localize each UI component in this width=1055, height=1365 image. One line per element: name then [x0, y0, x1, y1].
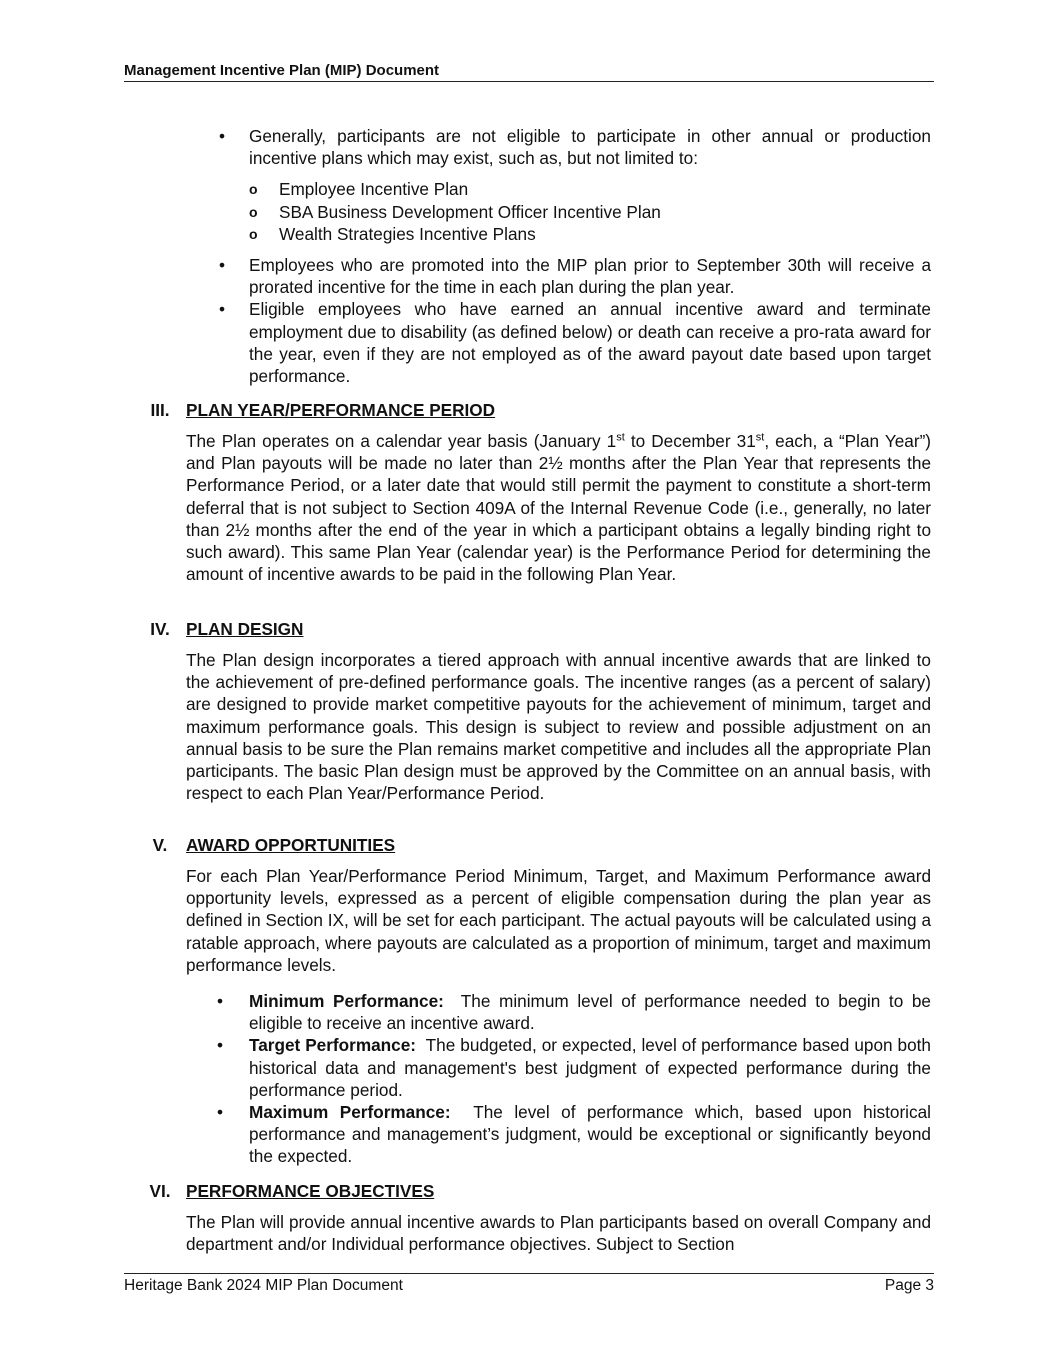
list-item — [217, 990, 931, 1034]
section-number: III. — [150, 400, 170, 420]
section-heading — [134, 618, 931, 640]
section-body — [186, 865, 931, 976]
sub-list-item — [217, 178, 931, 200]
sub-list — [217, 178, 931, 245]
bullet-icon: • — [219, 126, 226, 146]
bullet-icon: • — [217, 991, 224, 1012]
text-run: to December 31 — [624, 431, 756, 451]
section-title: PLAN DESIGN — [186, 619, 304, 639]
footer-document-name: Heritage Bank 2024 MIP Plan Document — [124, 1277, 403, 1294]
section-award-opportunities — [134, 834, 931, 1168]
section-body — [186, 430, 931, 585]
section-plan-design — [134, 618, 931, 804]
section-number: VI. — [149, 1181, 171, 1201]
section-title: AWARD OPPORTUNITIES — [186, 835, 396, 855]
sub-list-item — [217, 201, 931, 223]
section-heading — [134, 1180, 931, 1202]
bullet-text: Generally, participants are not eligible to participate in other annual or production incentive plans which may exist, such as, but not limited to: — [249, 126, 931, 169]
list-item — [217, 1034, 931, 1101]
text-run: The Plan operates on a calendar year basis (January 1 — [186, 431, 617, 451]
item-label: Minimum Performance: — [249, 991, 444, 1012]
sub-item-text: Employee Incentive Plan — [279, 179, 469, 200]
bullet-text: Employees who are promoted into the MIP plan prior to September 30th will receive a prorated incentive for the time in each plan during the plan year. — [249, 255, 931, 298]
text-run: , each, a “Plan Year”) and Plan payouts will be made no later than 2½ months after the Plan Year that represents the Performance Period, or a later date that would still permit the payment to constitute a short-term deferral that is not subject to Section 409A of the Internal Revenue Code (i.e., generally, no later than 2½ months after the end of the year in which a participant obtains a legally binding right to such award). This same Plan Year (calendar year) is the Performance Period for determining the amount of incentive awards to be paid in the following Plan Year. — [186, 431, 932, 585]
page-header: Management Incentive Plan (MIP) Document — [124, 62, 934, 82]
performance-level-list — [217, 990, 931, 1168]
superscript: st — [755, 431, 765, 444]
eligibility-bullet-list — [217, 125, 931, 387]
section-plan-year — [134, 399, 931, 585]
page-number: Page 3 — [884, 1277, 934, 1294]
paragraph — [186, 430, 931, 585]
section-title: PLAN YEAR/PERFORMANCE PERIOD — [186, 400, 496, 420]
page-footer — [124, 1273, 934, 1295]
bullet-icon: • — [219, 255, 226, 276]
sub-item-text: Wealth Strategies Incentive Plans — [279, 223, 536, 244]
paragraph: For each Plan Year/Performance Period Minimum, Target, and Maximum Performance award opportunity levels, expressed as a percent of eligible compensation during the plan year as defined in Section IX, will be set for each participant. The actual payouts will be calculated using a ratable approach, where payouts are calculated as a proportion of minimum, target and maximum performance levels. — [186, 866, 931, 975]
superscript: st — [616, 431, 625, 444]
sub-list-item — [217, 223, 931, 245]
bullet-icon: • — [217, 1102, 224, 1123]
bullet-icon: • — [217, 1035, 224, 1056]
item-text: The level of performance which, based upon historical performance and management’s judgment, would be exceptional or significantly beyond the expected. — [249, 1102, 931, 1167]
circle-bullet-icon: o — [249, 225, 258, 242]
list-item — [217, 125, 931, 169]
item-label: Target Performance: — [249, 1035, 417, 1056]
paragraph: The Plan design incorporates a tiered approach with annual incentive awards that are linked to the achievement of pre-defined performance goals. The incentive ranges (as a percent of salary) are designed to provide market competitive payouts for the achievement of minimum, target and maximum performance goals. This design is subject to review and possible adjustment on an annual basis to be sure the Plan remains market competitive and includes all the appropriate Plan participants. The basic Plan design must be approved by the Committee on an annual basis, with respect to each Plan Year/Performance Period. — [186, 650, 931, 804]
section-body — [186, 649, 931, 804]
item-text: The budgeted, or expected, level of performance based upon both historical data and management's best judgment of expected performance during the performance period. — [249, 1035, 931, 1100]
bullet-icon: • — [219, 299, 226, 320]
section-heading — [134, 399, 931, 421]
section-performance-objectives — [134, 1180, 931, 1255]
circle-bullet-icon: o — [249, 181, 258, 198]
sub-item-text: SBA Business Development Officer Incentive Plan — [279, 201, 661, 222]
section-title: PERFORMANCE OBJECTIVES — [186, 1181, 435, 1201]
list-item — [217, 298, 931, 387]
item-label: Maximum Performance: — [249, 1102, 451, 1123]
list-item — [217, 254, 931, 298]
section-number: V. — [152, 835, 168, 855]
section-heading — [134, 834, 931, 856]
paragraph: The Plan will provide annual incentive awards to Plan participants based on overall Company and department and/or Individual performance objectives. Subject to Section — [186, 1212, 931, 1255]
circle-bullet-icon: o — [249, 203, 258, 220]
section-body — [186, 1211, 931, 1255]
item-text: The minimum level of performance needed to begin to be eligible to receive an incentive award. — [249, 991, 931, 1034]
bullet-text: Eligible employees who have earned an annual incentive award and terminate employment due to disability (as defined below) or death can receive a pro-rata award for the year, even if they are not employed as of the award payout date based upon target performance. — [249, 299, 931, 387]
list-item — [217, 1101, 931, 1168]
section-number: IV. — [150, 619, 170, 639]
